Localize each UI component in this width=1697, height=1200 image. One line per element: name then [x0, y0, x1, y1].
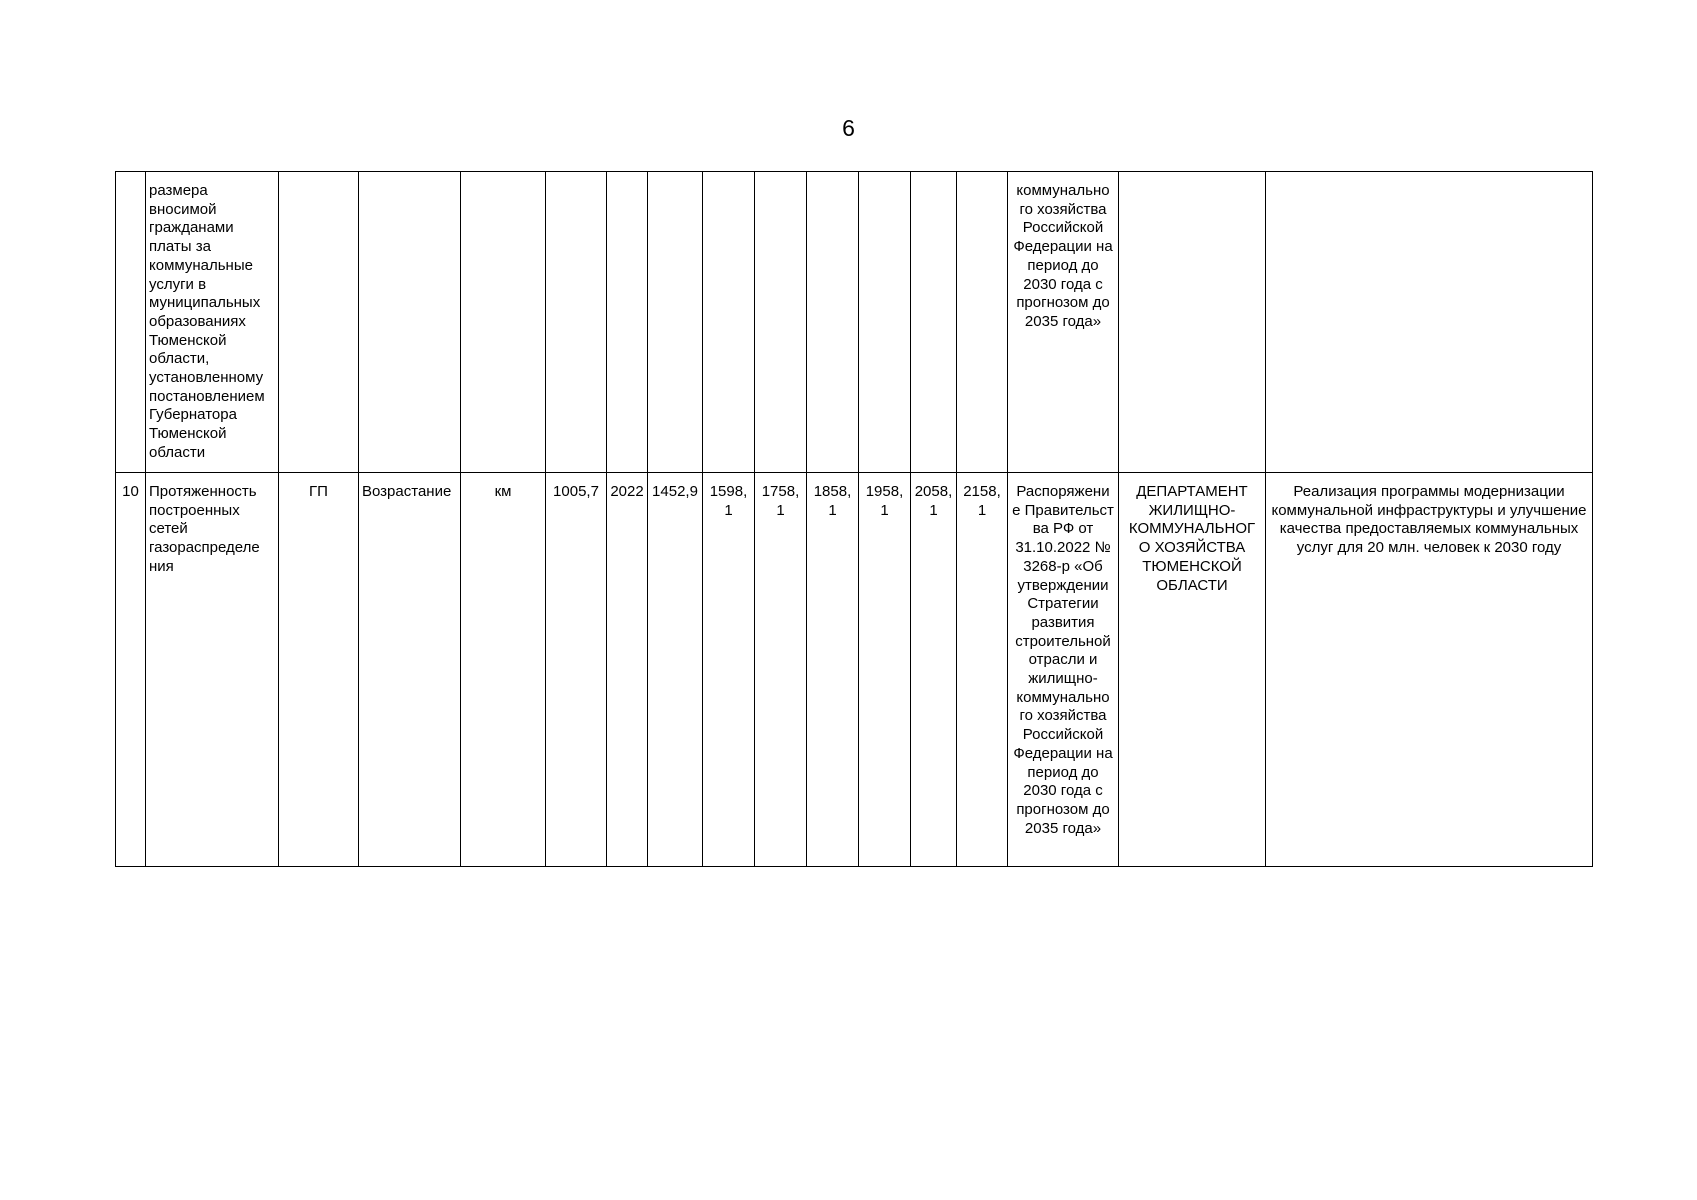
cell-link: Реализация программы модернизации коммунальной инфраструктуры и улучшение качества предоставляемых коммунальных услуг для 20 млн. человек к 2030 году	[1266, 473, 1593, 867]
cell-value-1	[648, 172, 703, 473]
indicators-table	[115, 171, 1593, 867]
cell-value-5	[859, 172, 911, 473]
cell-value-2: 1598,1	[703, 473, 755, 867]
cell-document: коммунально го хозяйства Российской Федерации на период до 2030 года с прогнозом до 2035 года»	[1008, 172, 1119, 473]
cell-number	[116, 172, 146, 473]
cell-value-4: 1858,1	[807, 473, 859, 867]
page-number: 6	[842, 115, 855, 141]
cell-level	[279, 172, 359, 473]
cell-value-7: 2158,1	[957, 473, 1008, 867]
cell-value-3: 1758,1	[755, 473, 807, 867]
cell-indicator: Протяженность построенных сетей газораспределе ния	[146, 473, 279, 867]
table-row	[116, 473, 1593, 867]
cell-value-6: 2058,1	[911, 473, 957, 867]
cell-base-value	[546, 172, 607, 473]
cell-level: ГП	[279, 473, 359, 867]
cell-unit: км	[461, 473, 546, 867]
cell-responsible	[1119, 172, 1266, 473]
table-row	[116, 172, 1593, 473]
cell-base-year: 2022	[607, 473, 648, 867]
cell-responsible: ДЕПАРТАМЕНТ ЖИЛИЩНО-КОММУНАЛЬНОГ О ХОЗЯЙСТВА ТЮМЕНСКОЙ ОБЛАСТИ	[1119, 473, 1266, 867]
cell-document: Распоряжени е Правительст ва РФ от 31.10.2022 № 3268-р «Об утверждении Стратегии развития строительной отрасли и жилищно-коммунально го хозяйства Российской Федерации на период до 2030 года с прогнозом до 2035 года»	[1008, 473, 1119, 867]
cell-trend	[359, 172, 461, 473]
cell-value-5: 1958,1	[859, 473, 911, 867]
cell-value-7	[957, 172, 1008, 473]
cell-number: 10	[116, 473, 146, 867]
cell-link	[1266, 172, 1593, 473]
cell-value-4	[807, 172, 859, 473]
cell-value-1: 1452,9	[648, 473, 703, 867]
cell-base-year	[607, 172, 648, 473]
cell-value-6	[911, 172, 957, 473]
cell-unit	[461, 172, 546, 473]
cell-value-3	[755, 172, 807, 473]
cell-trend: Возрастание	[359, 473, 461, 867]
cell-value-2	[703, 172, 755, 473]
cell-base-value: 1005,7	[546, 473, 607, 867]
cell-indicator: размера вносимой гражданами платы за коммунальные услуги в муниципальных образованиях Тюменской области, установленному постановлением Губернатора Тюменской области	[146, 172, 279, 473]
